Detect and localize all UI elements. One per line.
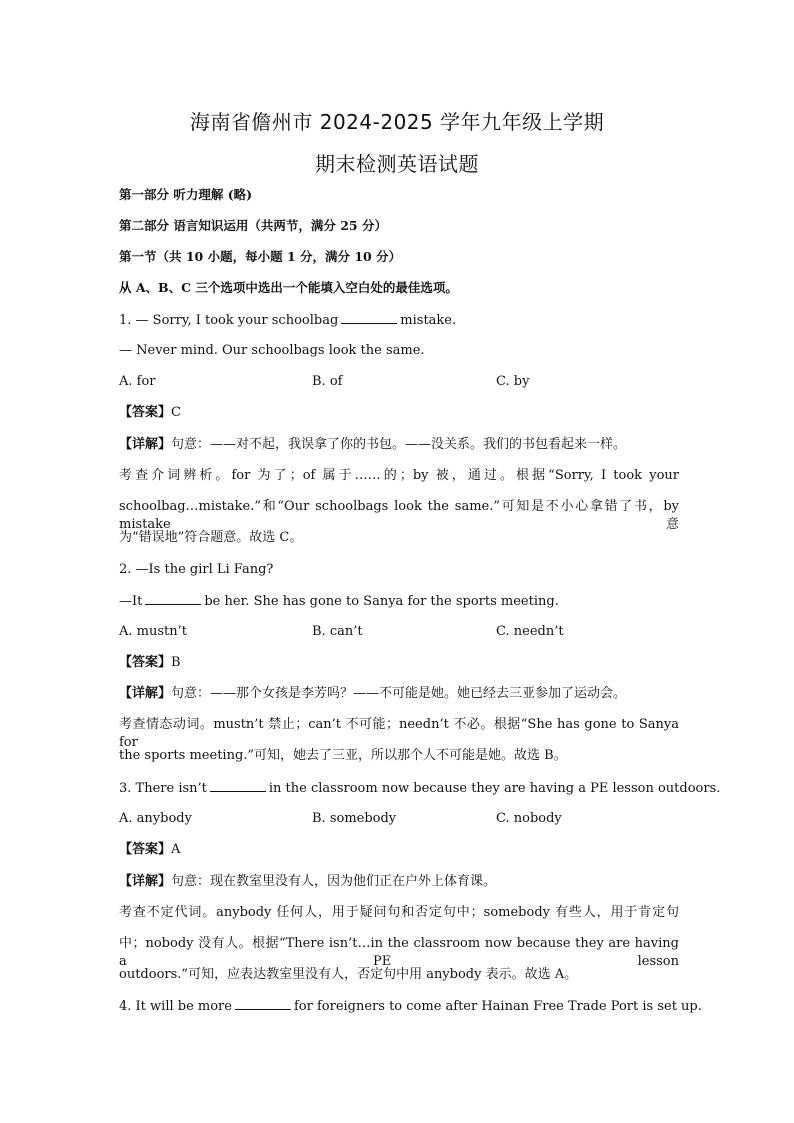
detail-2-line3: the sports meeting.”可知，她去了三亚，所以那个人不可能是她。故选 B。: [119, 748, 567, 763]
question-1-line2: — Never mind. Our schoolbags look the same.: [119, 343, 425, 358]
option-a: A. anybody: [119, 811, 192, 826]
detail-1-line2: 考查介词辨析。for 为了；of 属于……的；by 被，通过。根据“Sorry, I took your: [119, 468, 679, 483]
detail-1-line4: 为“错误地”符合题意。故选 C。: [119, 530, 303, 545]
option-c: C. by: [496, 374, 530, 389]
option-c: C. needn’t: [496, 624, 564, 639]
option-a: A. mustn’t: [119, 624, 187, 639]
question-3-line1: 3. There isn’t in the classroom now because they are having a PE lesson outdoors.: [119, 781, 721, 796]
answer-blank: [341, 311, 397, 324]
instruction: 从 A、B、C 三个选项中选出一个能填入空白处的最佳选项。: [119, 280, 458, 295]
page-title-line1: 海南省儋州市 2024-2025 学年九年级上学期: [189, 110, 605, 134]
option-b: B. can’t: [312, 624, 363, 639]
option-a: A. for: [119, 374, 156, 389]
detail-1-line3: schoolbag…mistake.”和“Our schoolbags look the same.”可知是不小心拿错了书，by mistake 意: [119, 499, 679, 532]
detail-1-line1: 【详解】句意：——对不起，我误拿了你的书包。——没关系。我们的书包看起来一样。: [119, 437, 627, 452]
detail-3-line3: 中；nobody 没有人。根据“There isn’t…in the classroom now because they are having a PE lesson: [119, 936, 679, 969]
detail-2-line2: 考查情态动词。mustn’t 禁止；can’t 不可能；needn’t 不必。根据“She has gone to Sanya for: [119, 717, 679, 750]
answer-3: 【答案】A: [119, 842, 181, 857]
option-b: B. of: [312, 374, 343, 389]
question-2-line2: —It be her. She has gone to Sanya for the sports meeting.: [119, 594, 559, 609]
detail-3-line2: 考查不定代词。anybody 任何人，用于疑问句和否定句中；somebody 有些人，用于肯定句: [119, 905, 679, 920]
option-b: B. somebody: [312, 811, 397, 826]
detail-3-line1: 【详解】句意：现在教室里没有人，因为他们正在户外上体育课。: [119, 874, 497, 889]
part2-heading: 第二部分 语言知识运用（共两节，满分 25 分）: [119, 218, 387, 233]
question-2-line1: 2. —Is the girl Li Fang?: [119, 562, 274, 577]
section1-heading: 第一节（共 10 小题，每小题 1 分，满分 10 分）: [119, 249, 402, 264]
detail-3-line4: outdoors.”可知，应表达教室里没有人，否定句中用 anybody 表示。故选 A。: [119, 967, 578, 982]
answer-2: 【答案】B: [119, 655, 181, 670]
detail-2-line1: 【详解】句意：——那个女孩是李芳吗？——不可能是她。她已经去三亚参加了运动会。: [119, 686, 627, 701]
question-4-line1: 4. It will be more for foreigners to come after Hainan Free Trade Port is set up.: [119, 999, 702, 1014]
answer-blank: [235, 997, 291, 1010]
option-c: C. nobody: [496, 811, 562, 826]
answer-1: 【答案】C: [119, 405, 181, 420]
part1-heading: 第一部分 听力理解 (略): [119, 187, 253, 202]
answer-blank: [210, 779, 266, 792]
page-title-line2: 期末检测英语试题: [315, 152, 479, 176]
question-1-line1: 1. — Sorry, I took your schoolbag mistake.: [119, 313, 457, 328]
answer-blank: [145, 592, 201, 605]
